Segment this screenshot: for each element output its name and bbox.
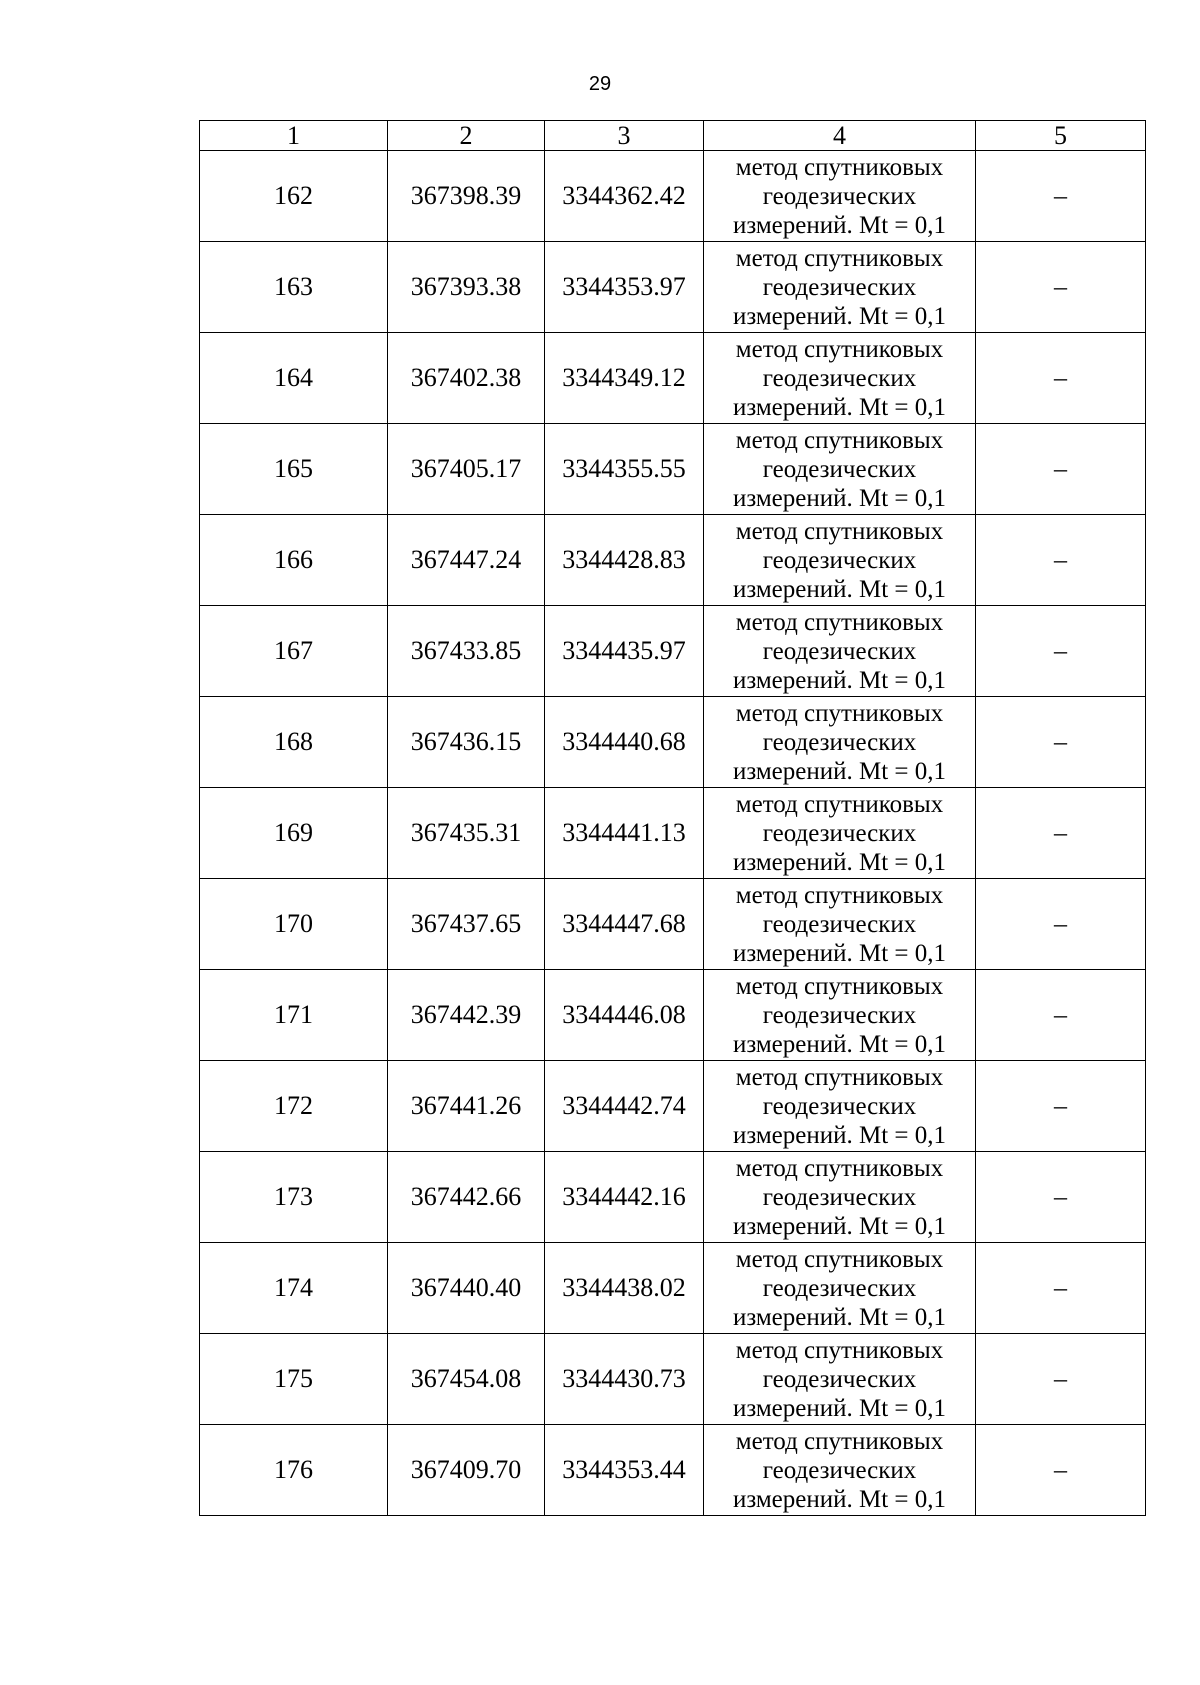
method-cell: метод спутниковых геодезических измерений. Mt = 0,1 — [704, 879, 976, 970]
point-number-cell: 176 — [200, 1425, 388, 1516]
x-coordinate-cell: 367447.24 — [388, 515, 545, 606]
x-coordinate-cell: 367454.08 — [388, 1334, 545, 1425]
table-row — [200, 151, 1146, 242]
table-row — [200, 333, 1146, 424]
table-row — [200, 970, 1146, 1061]
table-header-row — [200, 121, 1146, 151]
method-cell: метод спутниковых геодезических измерений. Mt = 0,1 — [704, 697, 976, 788]
table-row — [200, 1061, 1146, 1152]
x-coordinate-cell: 367435.31 — [388, 788, 545, 879]
y-coordinate-cell: 3344362.42 — [545, 151, 704, 242]
note-cell: – — [976, 424, 1146, 515]
y-coordinate-cell: 3344353.97 — [545, 242, 704, 333]
y-coordinate-cell: 3344349.12 — [545, 333, 704, 424]
column-header-4: 4 — [704, 121, 976, 151]
point-number-cell: 164 — [200, 333, 388, 424]
method-cell: метод спутниковых геодезических измерений. Mt = 0,1 — [704, 1334, 976, 1425]
method-cell: метод спутниковых геодезических измерений. Mt = 0,1 — [704, 788, 976, 879]
table-row — [200, 1243, 1146, 1334]
table-row — [200, 697, 1146, 788]
table-row — [200, 879, 1146, 970]
x-coordinate-cell: 367436.15 — [388, 697, 545, 788]
note-cell: – — [976, 606, 1146, 697]
column-header-3: 3 — [545, 121, 704, 151]
coordinates-table — [199, 120, 1146, 1516]
x-coordinate-cell: 367433.85 — [388, 606, 545, 697]
y-coordinate-cell: 3344353.44 — [545, 1425, 704, 1516]
x-coordinate-cell: 367440.40 — [388, 1243, 545, 1334]
point-number-cell: 171 — [200, 970, 388, 1061]
point-number-cell: 162 — [200, 151, 388, 242]
y-coordinate-cell: 3344355.55 — [545, 424, 704, 515]
table-row — [200, 515, 1146, 606]
note-cell: – — [976, 515, 1146, 606]
note-cell: – — [976, 1152, 1146, 1243]
table-row — [200, 788, 1146, 879]
method-cell: метод спутниковых геодезических измерений. Mt = 0,1 — [704, 1243, 976, 1334]
method-cell: метод спутниковых геодезических измерений. Mt = 0,1 — [704, 515, 976, 606]
y-coordinate-cell: 3344442.16 — [545, 1152, 704, 1243]
y-coordinate-cell: 3344435.97 — [545, 606, 704, 697]
point-number-cell: 167 — [200, 606, 388, 697]
point-number-cell: 172 — [200, 1061, 388, 1152]
y-coordinate-cell: 3344438.02 — [545, 1243, 704, 1334]
y-coordinate-cell: 3344446.08 — [545, 970, 704, 1061]
point-number-cell: 163 — [200, 242, 388, 333]
note-cell: – — [976, 1061, 1146, 1152]
method-cell: метод спутниковых геодезических измерений. Mt = 0,1 — [704, 333, 976, 424]
x-coordinate-cell: 367442.39 — [388, 970, 545, 1061]
y-coordinate-cell: 3344440.68 — [545, 697, 704, 788]
x-coordinate-cell: 367405.17 — [388, 424, 545, 515]
y-coordinate-cell: 3344441.13 — [545, 788, 704, 879]
x-coordinate-cell: 367437.65 — [388, 879, 545, 970]
table-body — [200, 151, 1146, 1516]
note-cell: – — [976, 242, 1146, 333]
y-coordinate-cell: 3344428.83 — [545, 515, 704, 606]
column-header-2: 2 — [388, 121, 545, 151]
point-number-cell: 168 — [200, 697, 388, 788]
x-coordinate-cell: 367409.70 — [388, 1425, 545, 1516]
page-number: 29 — [588, 73, 612, 95]
point-number-cell: 169 — [200, 788, 388, 879]
table-row — [200, 424, 1146, 515]
x-coordinate-cell: 367441.26 — [388, 1061, 545, 1152]
x-coordinate-cell: 367398.39 — [388, 151, 545, 242]
method-cell: метод спутниковых геодезических измерений. Mt = 0,1 — [704, 242, 976, 333]
point-number-cell: 173 — [200, 1152, 388, 1243]
column-header-5: 5 — [976, 121, 1146, 151]
point-number-cell: 175 — [200, 1334, 388, 1425]
note-cell: – — [976, 151, 1146, 242]
note-cell: – — [976, 697, 1146, 788]
note-cell: – — [976, 1334, 1146, 1425]
point-number-cell: 174 — [200, 1243, 388, 1334]
column-header-1: 1 — [200, 121, 388, 151]
method-cell: метод спутниковых геодезических измерений. Mt = 0,1 — [704, 1425, 976, 1516]
table-row — [200, 606, 1146, 697]
method-cell: метод спутниковых геодезических измерений. Mt = 0,1 — [704, 151, 976, 242]
y-coordinate-cell: 3344430.73 — [545, 1334, 704, 1425]
point-number-cell: 170 — [200, 879, 388, 970]
method-cell: метод спутниковых геодезических измерений. Mt = 0,1 — [704, 606, 976, 697]
x-coordinate-cell: 367442.66 — [388, 1152, 545, 1243]
table-row — [200, 1152, 1146, 1243]
point-number-cell: 165 — [200, 424, 388, 515]
y-coordinate-cell: 3344442.74 — [545, 1061, 704, 1152]
x-coordinate-cell: 367402.38 — [388, 333, 545, 424]
note-cell: – — [976, 333, 1146, 424]
table-row — [200, 242, 1146, 333]
note-cell: – — [976, 1425, 1146, 1516]
note-cell: – — [976, 879, 1146, 970]
method-cell: метод спутниковых геодезических измерений. Mt = 0,1 — [704, 1061, 976, 1152]
y-coordinate-cell: 3344447.68 — [545, 879, 704, 970]
table-row — [200, 1425, 1146, 1516]
note-cell: – — [976, 788, 1146, 879]
note-cell: – — [976, 970, 1146, 1061]
x-coordinate-cell: 367393.38 — [388, 242, 545, 333]
point-number-cell: 166 — [200, 515, 388, 606]
method-cell: метод спутниковых геодезических измерений. Mt = 0,1 — [704, 424, 976, 515]
table-row — [200, 1334, 1146, 1425]
method-cell: метод спутниковых геодезических измерений. Mt = 0,1 — [704, 970, 976, 1061]
note-cell: – — [976, 1243, 1146, 1334]
method-cell: метод спутниковых геодезических измерений. Mt = 0,1 — [704, 1152, 976, 1243]
